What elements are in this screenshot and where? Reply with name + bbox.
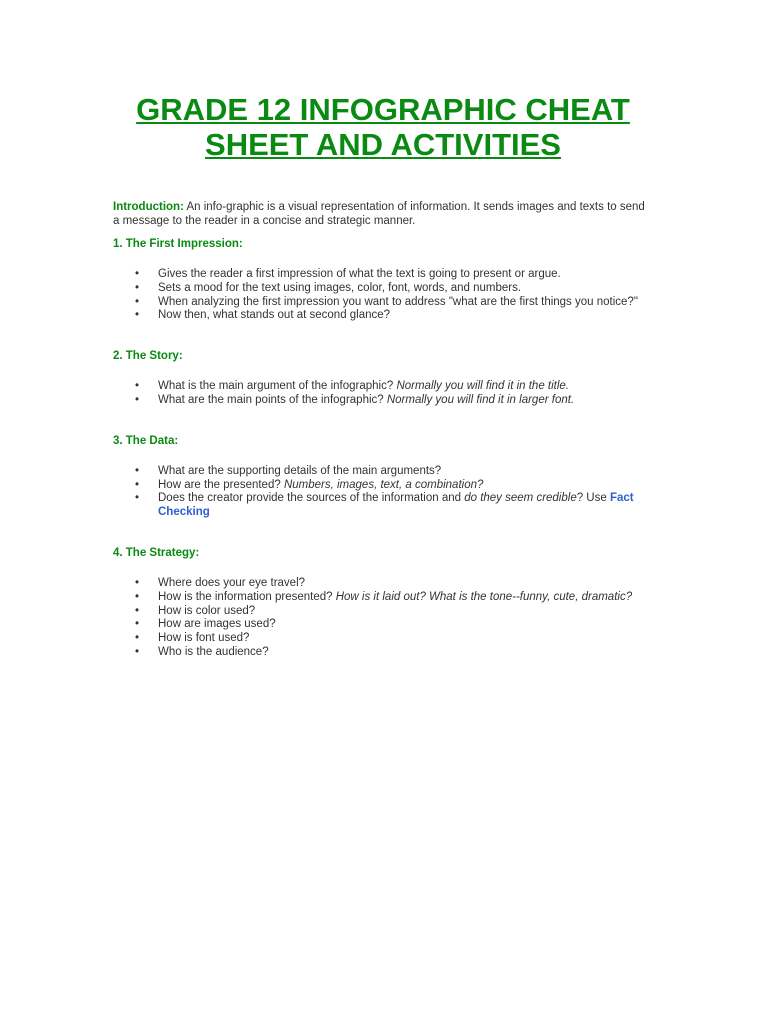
bullet-icon: • (135, 590, 140, 603)
section-heading-2: 2. The Story: (113, 350, 183, 363)
bullet-icon: • (135, 393, 140, 406)
list-item (113, 380, 653, 394)
list-item (113, 296, 653, 310)
fact-checking-link[interactable]: Fact Checking (158, 492, 634, 519)
list-item (113, 492, 653, 520)
section-spacer (113, 408, 653, 425)
bullet-icon: • (135, 478, 140, 491)
list-item (113, 479, 653, 493)
list-item (113, 282, 653, 296)
list-item-text: When analyzing the first impression you want to address "what are the first things you notice?" (158, 295, 638, 308)
section-heading-4: 4. The Strategy: (113, 546, 200, 559)
bullet-list-4 (113, 577, 653, 660)
list-item-italic-text: Numbers, images, text, a combination? (283, 478, 484, 491)
bullet-icon: • (135, 268, 140, 280)
list-item-text: How are images used? (158, 618, 276, 631)
list-item (113, 309, 653, 323)
bullet-icon: • (135, 632, 140, 645)
list-item (113, 394, 653, 408)
bullet-icon: • (135, 576, 140, 589)
bullet-icon: • (135, 281, 140, 294)
list-item-text: Now then, what stands out at second glance? (158, 309, 391, 322)
page-title (113, 92, 653, 162)
list-item-italic-text: Normally you will find it in the title. (396, 380, 569, 393)
bullet-icon: • (135, 645, 140, 658)
list-item-text: What is the main argument of the infographic? (158, 380, 397, 393)
list-item-text: Does the creator provide the sources of the information and (158, 492, 465, 505)
list-item (113, 591, 653, 605)
document-page (113, 92, 653, 677)
section-spacer (113, 660, 653, 677)
introduction-paragraph (113, 200, 653, 228)
introduction-text: An info-graphic is a visual representation of information. It sends images and texts to send a message to the reader in a concise and strategic manner. (113, 201, 645, 227)
bullet-icon: • (135, 380, 140, 393)
list-item (113, 577, 653, 591)
bullet-icon: • (135, 295, 140, 308)
list-item-italic-text: do they seem credible (464, 492, 577, 505)
list-item-text: What are the main points of the infographic? (158, 393, 387, 406)
bullet-icon: • (135, 492, 140, 505)
list-item-text: How is color used? (158, 604, 256, 617)
list-item-text: How is the information presented? (158, 590, 336, 603)
list-item-text: Sets a mood for the text using images, color, font, words, and numbers. (158, 281, 522, 294)
list-item-text: How are the presented? (158, 478, 284, 491)
bullet-list-3 (113, 465, 653, 520)
introduction-label: Introduction: (113, 201, 184, 213)
list-item-text: Where does your eye travel? (158, 576, 306, 589)
bullet-list-1 (113, 268, 653, 323)
page-title-line-1: GRADE 12 INFOGRAPHIC CHEAT (136, 92, 630, 127)
list-item (113, 605, 653, 619)
section-heading-3: 3. The Data: (113, 434, 179, 447)
list-item-text: Who is the audience? (158, 645, 269, 658)
section-spacer (113, 323, 653, 340)
bullet-icon: • (135, 618, 140, 631)
list-item-text: Gives the reader a first impression of what the text is going to present or argue. (158, 268, 561, 280)
list-item-text: What are the supporting details of the main arguments? (158, 464, 442, 477)
section-spacer (113, 520, 653, 537)
list-item (113, 646, 653, 660)
bullet-icon: • (135, 309, 140, 322)
section-heading-1: 1. The First Impression: (113, 238, 243, 250)
page-title-line-2: SHEET AND ACTIVITIES (205, 127, 561, 162)
list-item (113, 632, 653, 646)
list-item-text: ? Use (576, 492, 610, 505)
list-item (113, 268, 653, 282)
bullet-icon: • (135, 604, 140, 617)
sections-container (113, 237, 653, 677)
list-item (113, 618, 653, 632)
list-item (113, 465, 653, 479)
bullet-list-2 (113, 380, 653, 408)
bullet-icon: • (135, 464, 140, 477)
list-item-text: How is font used? (158, 632, 250, 645)
list-item-italic-text: Normally you will find it in larger font. (386, 393, 575, 406)
list-item-italic-text: How is it laid out? What is the tone--funny, cute, dramatic? (335, 590, 633, 603)
